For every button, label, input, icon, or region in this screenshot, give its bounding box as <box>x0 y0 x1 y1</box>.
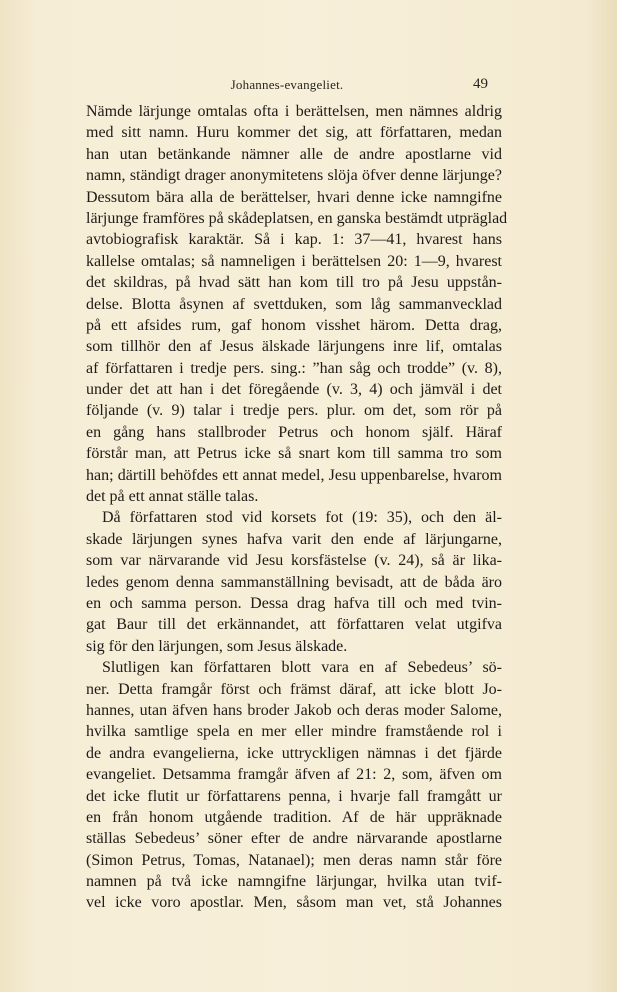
text-line: avtobiografisk karaktär. Så i kap. 1: 37—41, hvarest hans <box>86 231 502 249</box>
text-line: det icke flutit ur författarens penna, i hvarje fall framgått ur <box>86 787 502 805</box>
running-header <box>86 76 488 96</box>
text-line: som tillhör den af Jesus älskade lärjungens inre lif, omtalas <box>86 338 502 356</box>
text-line: delse. Blotta åsynen af svettduken, som låg sammanvecklad <box>86 295 502 313</box>
text-line: vel icke voro apostlar. Men, såsom man vet, stå Johannes <box>86 894 502 912</box>
text-line: följande (v. 9) talar i tredje pers. plur. om det, som rör på <box>86 402 502 420</box>
text-line: han utan betänkande nämner alle de andre apostlarne vid <box>86 145 502 163</box>
text-line: namnen på två icke namngifne lärjungar, hvilka utan tvif- <box>86 873 502 891</box>
text-line: med sitt namn. Huru kommer det sig, att författaren, medan <box>86 124 502 142</box>
text-line: namn, ständigt drager anonymitetens slöja öfver denne lärjunge? <box>86 167 502 185</box>
text-line: ledes genom denna sammanställning bevisadt, att de båda äro <box>86 573 502 591</box>
text-line: ställas Sebedeus’ söner efter de andre närvarande apostlarne <box>86 830 502 848</box>
running-title: Johannes-evangeliet. <box>230 77 344 92</box>
paragraph-end-line: det på ett annat ställe talas. <box>86 488 259 506</box>
text-line: Dessutom bära alla de berättelser, hvari denne icke namngifne <box>86 188 502 206</box>
paragraph-start-line: Då författaren stod vid korsets fot (19: 35), och den äl- <box>102 509 502 527</box>
text-line: gat Baur till det erkännandet, att författaren velat utgifva <box>86 616 502 634</box>
text-line: lärjunge framföres på skådeplatsen, en ganska bestämdt utpräglad <box>86 209 508 227</box>
text-line: af författaren i tredje pers. sing.: ”han såg och trodde” (v. 8), <box>86 359 502 377</box>
paragraph-end-line: sig för den lärjungen, som Jesus älskade. <box>86 637 348 655</box>
text-line: en från honom utgående tradition. Af de här uppräknade <box>86 808 502 826</box>
paragraph-start-line: Slutligen kan författaren blott vara en af Sebedeus’ sö- <box>102 659 502 677</box>
text-line: evangeliet. Detsamma framgår äfven af 21: 2, som, äfven om <box>86 766 502 784</box>
text-line: hannes, utan äfven hans broder Jakob och deras moder Salome, <box>86 701 502 719</box>
text-line: på ett afsides rum, gaf honom visshet härom. Detta drag, <box>86 316 502 334</box>
text-line: en gång hans stallbroder Petrus och honom själf. Häraf <box>86 423 502 441</box>
text-line: Nämde lärjunge omtalas ofta i berättelsen, men nämnes aldrig <box>86 103 502 120</box>
text-line: kallelse omtalas; så namneligen i berättelsen 20: 1—9, hvarest <box>86 252 502 270</box>
text-line: ner. Detta framgår först och främst däraf, att icke blott Jo- <box>86 680 502 698</box>
text-line: det skildras, på hvad sätt han kom till tro på Jesu uppstån- <box>86 274 502 292</box>
text-line: som var närvarande vid Jesu korsfästelse (v. 24), så är lika- <box>86 552 502 570</box>
page-number: 49 <box>473 76 488 92</box>
text-line: skade lärjungen synes hafva varit den ende af lärjungarne, <box>86 530 502 548</box>
text-line: (Simon Petrus, Tomas, Natanael); men deras namn står före <box>86 851 502 869</box>
text-line: en och samma person. Dessa drag hafva till och med tvin- <box>86 594 502 612</box>
text-line: han; därtill behöfdes ett annat medel, Jesu uppenbarelse, hvarom <box>86 466 502 484</box>
text-line: under det att han i det föregående (v. 3, 4) och jämväl i det <box>86 381 502 399</box>
text-line: förstår man, att Petrus icke så snart kom till samma tro som <box>86 445 502 463</box>
text-line: hvilka samtlige spela en mer eller mindre framstående rol i <box>86 723 502 741</box>
text-line: de andra evangelierna, icke uttryckligen nämnas i det fjärde <box>86 744 502 762</box>
body-text <box>86 101 508 914</box>
